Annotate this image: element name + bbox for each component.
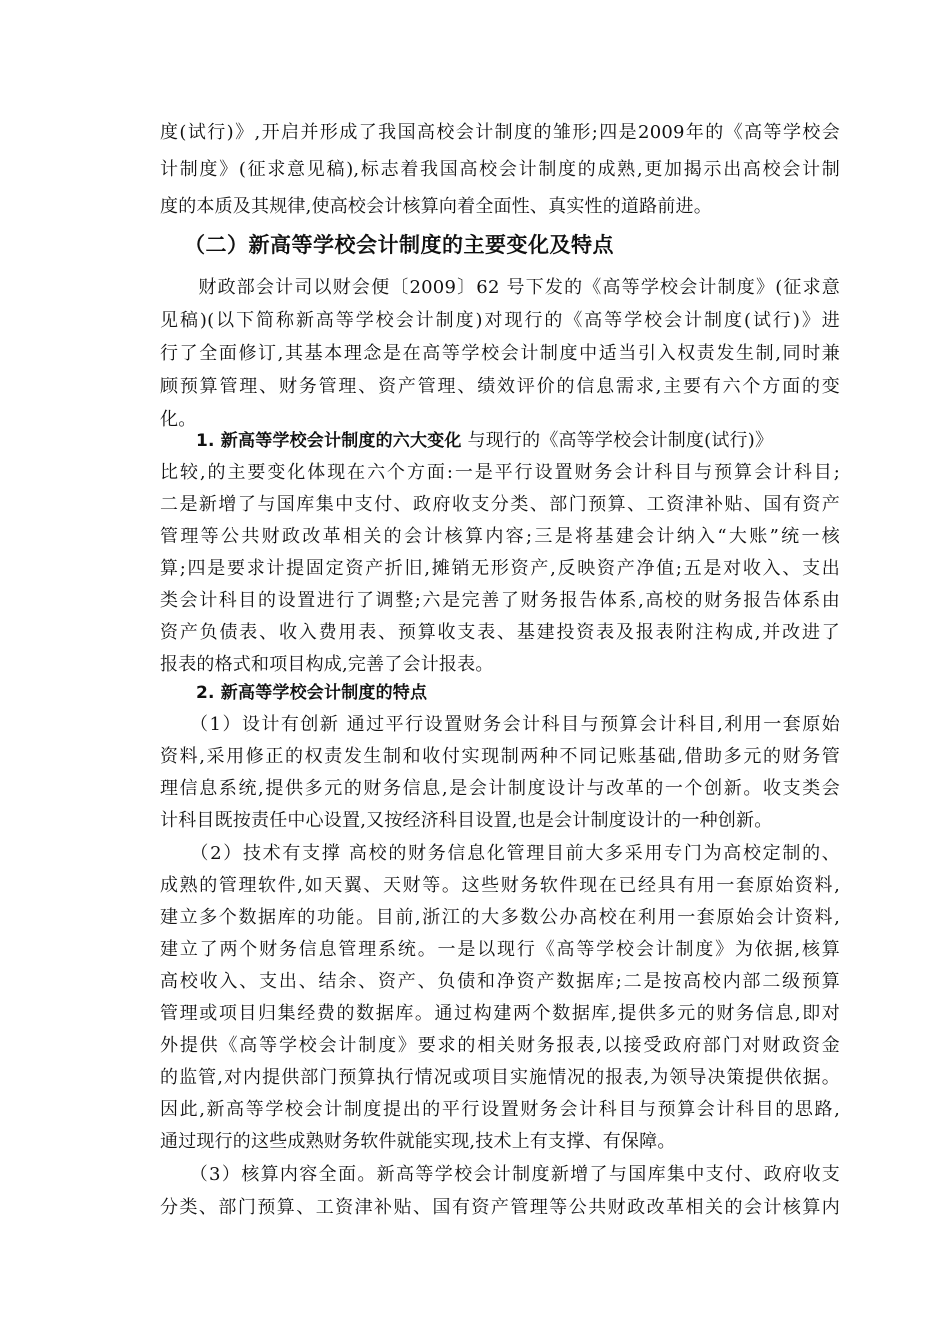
text-line: 管理或项目归集经费的数据库。通过构建两个数据库,提供多元的财务信息,即对 [160,1003,840,1024]
text-line: 因此,新高等学校会计制度提出的平行设置财务会计科目与预算会计科目的思路, [160,1099,840,1120]
text-line: （1）设计有创新 通过平行设置财务会计科目与预算会计科目,利用一套原始 [160,714,840,735]
text-line: 资料,采用修正的权责发生制和收付实现制两种不同记账基础,借助多元的财务管 [160,746,840,767]
text-line: （2）技术有支撑 高校的财务信息化管理目前大多采用专门为高校定制的、 [160,843,840,864]
text-line: 度的本质及其规律,使高校会计核算向着全面性、真实性的道路前进。 [160,196,712,217]
text-line: 算;四是要求计提固定资产折旧,摊销无形资产,反映资产净值;五是对收入、支出 [160,558,840,579]
text-line: 分类、部门预算、工资津补贴、国有资产管理等公共财政改革相关的会计核算内 [160,1197,840,1218]
subsection-title: 2. 新高等学校会计制度的特点 [196,683,428,703]
text-line: 资产负债表、收入费用表、预算收支表、基建投资表及报表附注构成,并改进了 [160,622,840,643]
text-line: 类会计科目的设置进行了调整;六是完善了财务报告体系,高校的财务报告体系由 [160,590,840,611]
text-line: 外提供《高等学校会计制度》要求的相关财务报表,以接受政府部门对财政资金 [160,1035,840,1056]
text-line: 行了全面修订,其基本理念是在高等学校会计制度中适当引入权责发生制,同时兼 [160,343,840,364]
subsection-lead-text: 与现行的《高等学校会计制度(试行)》 [461,430,774,451]
text-line [160,680,840,706]
subsection-title: 1. 新高等学校会计制度的六大变化 [196,431,462,451]
text-line: 见稿)(以下简称新高等学校会计制度)对现行的《高等学校会计制度(试行)》进 [160,310,840,331]
text-line: 计制度》(征求意见稿),标志着我国高校会计制度的成熟,更加揭示出高校会计制 [160,159,840,180]
text-line: 计科目既按责任中心设置,又按经济科目设置,也是会计制度设计的一种创新。 [160,810,773,831]
text-line [160,428,840,454]
text-line: 比较,的主要变化体现在六个方面:一是平行设置财务会计科目与预算会计科目; [160,462,840,483]
text-line: 管理等公共财政改革相关的会计核算内容;三是将基建会计纳入“大账”统一核 [160,526,840,547]
text-line: 建立多个数据库的功能。目前,浙江的大多数公办高校在利用一套原始会计资料, [160,907,840,928]
text-line: 二是新增了与国库集中支付、政府收支分类、部门预算、工资津补贴、国有资产 [160,494,840,515]
text-line: 化。 [160,409,197,430]
text-line: 理信息系统,提供多元的财务信息,是会计制度设计与改革的一个创新。收支类会 [160,778,840,799]
text-line: 的监管,对内提供部门预算执行情况或项目实施情况的报表,为领导决策提供依据。 [160,1067,840,1088]
text-line: 报表的格式和项目构成,完善了会计报表。 [160,654,494,675]
section-heading: （二）新高等学校会计制度的主要变化及特点 [184,233,614,257]
text-line: 顾预算管理、财务管理、资产管理、绩效评价的信息需求,主要有六个方面的变 [160,376,840,397]
text-line: 高校收入、支出、结余、资产、负债和净资产数据库;二是按高校内部二级预算 [160,971,840,992]
text-line: 通过现行的这些成熟财务软件就能实现,技术上有支撑、有保障。 [160,1131,676,1152]
text-line: 财政部会计司以财会便〔2009〕62 号下发的《高等学校会计制度》(征求意 [160,277,840,298]
text-line: （3）核算内容全面。新高等学校会计制度新增了与国库集中支付、政府收支 [160,1164,840,1185]
text-line: 建立了两个财务信息管理系统。一是以现行《高等学校会计制度》为依据,核算 [160,939,840,960]
text-line: 度(试行)》,开启并形成了我国高校会计制度的雏形;四是2009年的《高等学校会 [160,122,840,143]
text-line: 成熟的管理软件,如天翼、天财等。这些财务软件现在已经具有用一套原始资料, [160,875,840,896]
